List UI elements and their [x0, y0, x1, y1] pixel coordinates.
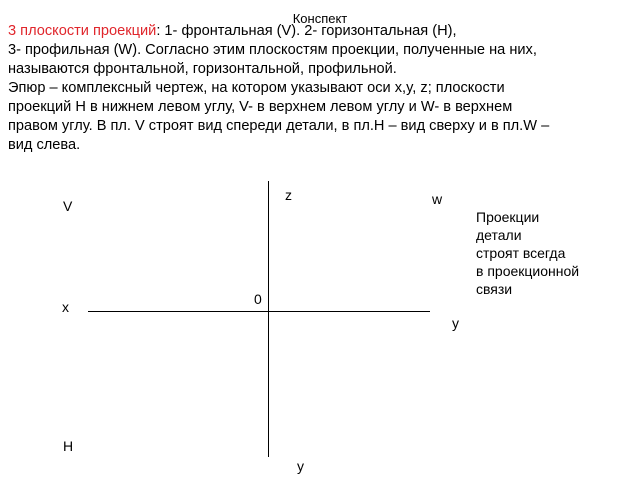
- horizontal-axis: [88, 311, 430, 312]
- note-line-3: строят всегда: [476, 245, 566, 261]
- paragraph-line-5: проекций H в нижнем левом углу, V- в верхнем левом углу и W- в верхнем: [8, 99, 513, 115]
- paragraph-line-4: Эпюр – комплексный чертеж, на котором указывают оси x,y, z; плоскости: [8, 80, 505, 96]
- paragraph-line-3: называются фронтальной, горизонтальной, профильной.: [8, 61, 397, 77]
- note-line-5: связи: [476, 281, 513, 297]
- paragraph-line-1: [8, 22, 636, 41]
- y-axis-right-label: y: [452, 315, 459, 331]
- y-axis-bottom-label: y: [297, 458, 304, 474]
- summary-paragraph: [8, 22, 636, 155]
- v-plane-label: V: [63, 198, 73, 214]
- note-line-2: детали: [476, 227, 522, 243]
- h-plane-label: H: [63, 438, 74, 454]
- x-axis-label: x: [62, 299, 69, 315]
- origin-label: 0: [254, 291, 262, 307]
- slide-title: Конспект: [292, 11, 348, 26]
- paragraph-line-1-rest: : 1- фронтальная (V). 2- горизонтальная (H),: [156, 23, 457, 39]
- projection-planes-heading: 3 плоскости проекций: [8, 23, 157, 39]
- note-line-1: Проекции: [476, 209, 540, 225]
- z-axis-label: z: [285, 187, 292, 203]
- paragraph-line-6: правом углу. В пл. V строят вид спереди детали, в пл.H – вид сверху и в пл.W –: [8, 118, 550, 134]
- projection-note: [476, 208, 626, 298]
- note-line-4: в проекционной: [476, 263, 580, 279]
- vertical-axis: [268, 181, 269, 457]
- paragraph-line-7: вид слева.: [8, 137, 81, 153]
- w-plane-label: w: [432, 191, 443, 207]
- paragraph-line-2: 3- профильная (W). Согласно этим плоскостям проекции, полученные на них,: [8, 42, 537, 58]
